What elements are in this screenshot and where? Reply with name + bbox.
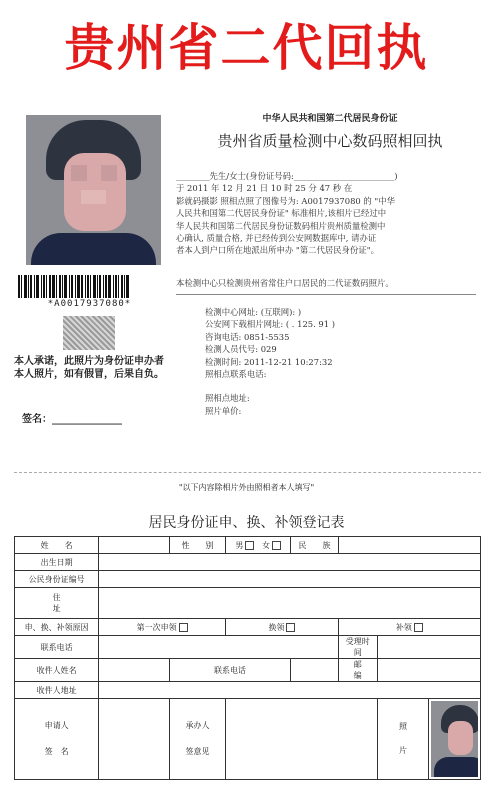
label-male: 男 <box>235 540 244 550</box>
handler-opinion-field[interactable] <box>226 699 378 780</box>
fill-note: "以下内容除相片外由照相者本人填写" <box>178 483 315 492</box>
notice-text: 本检测中心只检测贵州省常住户口居民的二代证数码照片。 <box>176 278 394 288</box>
label-accept-time: 受理时间 <box>338 636 377 659</box>
divider <box>176 294 476 295</box>
birth-field[interactable] <box>99 554 481 571</box>
banner-title: 贵州省二代回执 <box>64 19 429 77</box>
label-ethnicity: 民 族 <box>291 537 339 554</box>
label-recipient-address: 收件人地址 <box>15 682 99 699</box>
recipient-field[interactable] <box>99 659 170 682</box>
info-line <box>205 380 475 392</box>
receipt-line: 华人民共和国第二代居民身份证数码相片贵州质量检测中 <box>176 220 386 231</box>
applicant-signature-field[interactable] <box>99 699 170 780</box>
info-line: 咨询电话: 0851-5535 <box>205 331 290 342</box>
gender-options <box>226 537 291 554</box>
female-checkbox[interactable] <box>272 541 281 550</box>
info-line: 检测人员代号: 029 <box>205 344 277 355</box>
label-first-apply: 第一次申领 <box>136 622 177 632</box>
name-field[interactable] <box>99 537 170 554</box>
label-applicant <box>15 699 99 780</box>
contact-phone-field[interactable] <box>291 659 339 682</box>
receipt-line: 于 2011 年 12 月 21 日 10 时 25 分 47 秒 在 <box>176 183 353 194</box>
receipt-body <box>176 170 481 257</box>
info-line: 照相点地址: <box>205 393 250 404</box>
cut-line <box>14 472 481 473</box>
label-photo-1: 照 <box>398 722 407 731</box>
replace-option <box>338 619 480 636</box>
label-phone: 联系电话 <box>15 636 99 659</box>
label-id-number: 公民身份证编号 <box>15 571 99 588</box>
signature-line: 签名：______________ <box>22 414 122 425</box>
form-title: 居民身份证申、换、补领登记表 <box>148 515 345 531</box>
label-postcode: 邮 编 <box>338 659 377 682</box>
label-reason: 申、换、补领原因 <box>15 619 99 636</box>
label-handler <box>169 699 225 780</box>
label-address-1: 住 <box>52 593 61 602</box>
label-birth: 出生日期 <box>15 554 99 571</box>
label-handler-2: 签意见 <box>185 747 210 756</box>
label-gender: 性 别 <box>169 537 225 554</box>
barcode-number: *A0017937080* <box>47 299 132 309</box>
registration-form <box>14 536 481 780</box>
first-apply-checkbox[interactable] <box>179 623 188 632</box>
receipt-line: 心确认, 质量合格, 并已经传到公安网数据库中, 请办证 <box>176 233 377 244</box>
receipt-line: 人民共和国第二代居民身份证" 标准相片,该相片已经过中 <box>176 208 387 219</box>
label-contact-phone: 联系电话 <box>169 659 290 682</box>
label-photo-2: 片 <box>398 746 407 755</box>
phone-field[interactable] <box>99 636 339 659</box>
receipt-line: ________先生/女士(身份证号码:________________________) <box>176 171 398 181</box>
label-handler-1: 承办人 <box>185 721 210 730</box>
form-photo <box>431 701 478 777</box>
info-line: 公安网下载相片网址: ( . 125. 91 ) <box>205 319 336 330</box>
form-photo-cell <box>429 699 481 780</box>
info-line: 检测时间: 2011-12-21 10:27:32 <box>205 356 333 367</box>
accept-time-field[interactable] <box>377 636 480 659</box>
security-stamp <box>63 316 115 350</box>
recipient-address-field[interactable] <box>99 682 481 699</box>
first-apply-option <box>99 619 226 636</box>
label-photo <box>377 699 429 780</box>
label-female: 女 <box>261 540 270 550</box>
center-info <box>205 306 475 417</box>
address-field[interactable] <box>99 588 481 619</box>
male-checkbox[interactable] <box>245 541 254 550</box>
info-line: 照片单价: <box>205 405 242 416</box>
receipt-line: 者本人到户口所在地派出所申办 "第二代居民身份证"。 <box>176 245 379 256</box>
info-line: 检测中心网址: (互联网): ) <box>205 307 302 317</box>
ethnicity-field[interactable] <box>338 537 480 554</box>
label-renew: 换领 <box>268 622 285 632</box>
postcode-field[interactable] <box>377 659 480 682</box>
receipt-title: 贵州省质量检测中心数码照相回执 <box>217 132 443 150</box>
id-number-field[interactable] <box>99 571 481 588</box>
commitment-text: 本人承诺，此照片为身份证申办者本人照片，如有假冒，后果自负。 <box>14 356 164 380</box>
id-card-subtitle: 中华人民共和国第二代居民身份证 <box>262 114 398 124</box>
label-name: 姓 名 <box>15 537 99 554</box>
label-applicant-2: 签 名 <box>44 747 69 756</box>
receipt-line: 影就码摄影 照相点照了图像号为: A0017937080 的 "中华 <box>176 195 396 206</box>
replace-checkbox[interactable] <box>414 623 423 632</box>
info-line: 照相点联系电话: <box>205 369 267 380</box>
label-address-2: 址 <box>52 604 61 613</box>
label-applicant-1: 申请人 <box>44 721 69 730</box>
applicant-photo <box>26 115 161 265</box>
label-replace: 补领 <box>395 622 412 632</box>
label-address <box>15 588 99 619</box>
renew-checkbox[interactable] <box>286 623 295 632</box>
renew-option <box>226 619 339 636</box>
label-recipient: 收件人姓名 <box>15 659 99 682</box>
barcode <box>18 275 161 298</box>
